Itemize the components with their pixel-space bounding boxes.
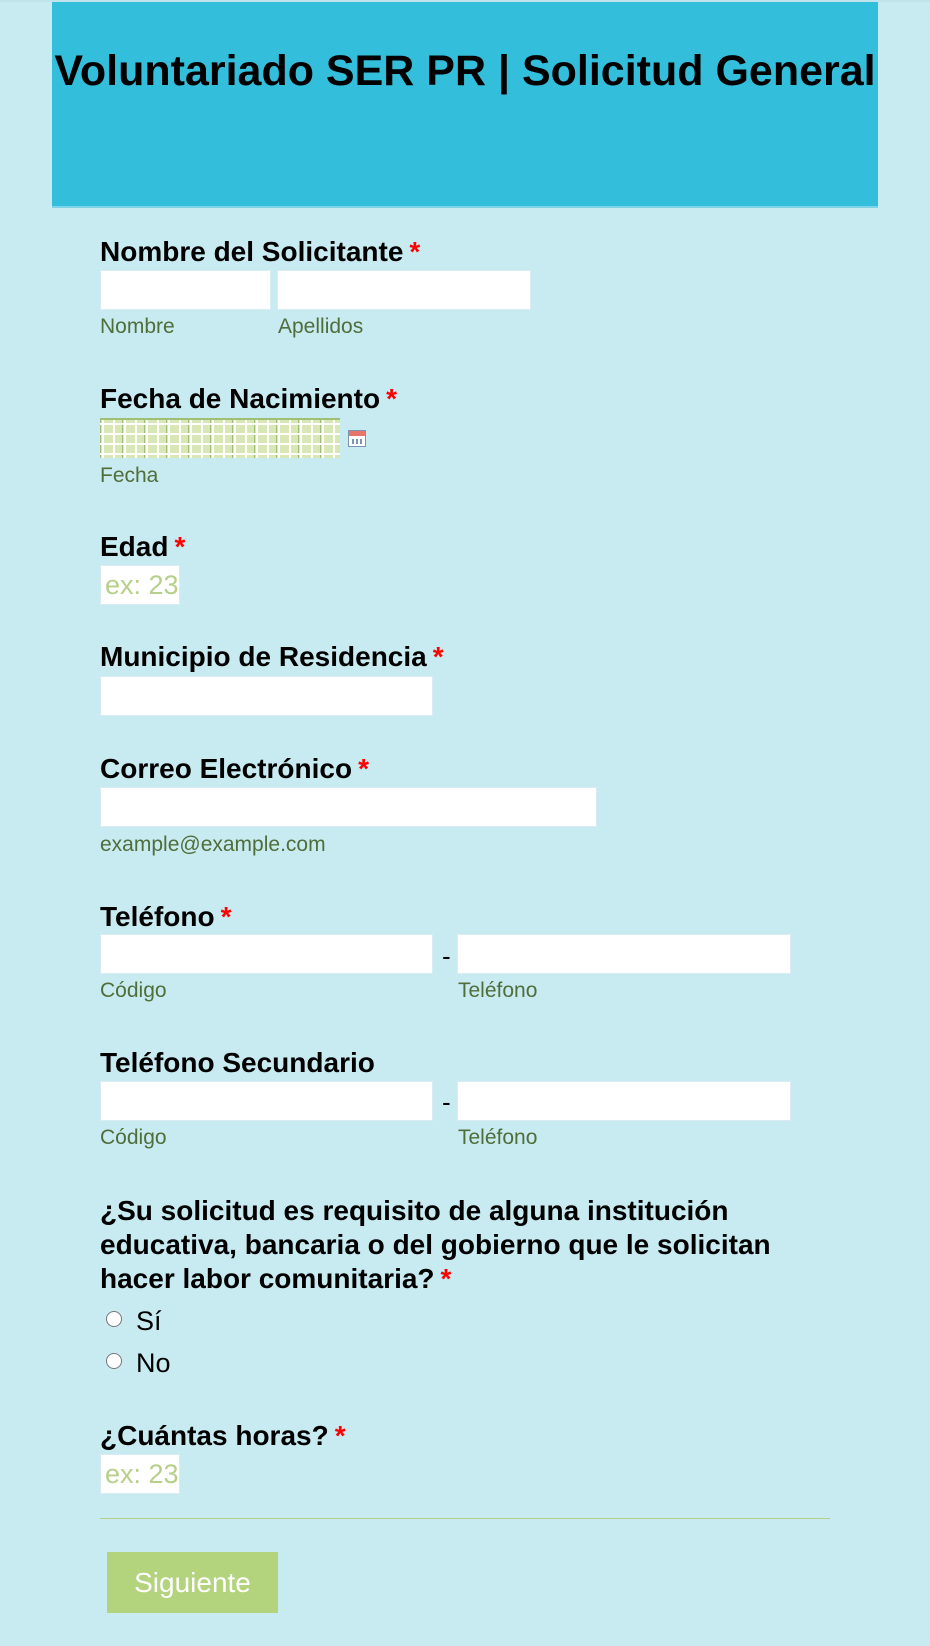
- last-name-input[interactable]: [277, 270, 531, 310]
- next-button[interactable]: Siguiente: [107, 1552, 278, 1613]
- hours-field-label: [100, 1419, 346, 1453]
- radio-option-label[interactable]: No: [136, 1348, 171, 1378]
- age-field-label: [100, 530, 185, 564]
- municipality-field-label: [100, 640, 444, 674]
- municipality-label-text: Municipio de Residencia: [100, 641, 427, 672]
- phone-code-sublabel: Código: [100, 979, 167, 1002]
- municipality-input[interactable]: [100, 676, 433, 716]
- name-field-label: [100, 235, 420, 269]
- form-header: [52, 2, 878, 208]
- secondary-phone-code-input[interactable]: [100, 1081, 433, 1121]
- secondary-phone-label-text: Teléfono Secundario: [100, 1047, 375, 1078]
- age-placeholder: ex: 23: [105, 570, 179, 600]
- birthdate-sublabel: Fecha: [100, 464, 159, 487]
- phone-label-text: Teléfono: [100, 901, 215, 932]
- birthdate-input[interactable]: [100, 418, 340, 458]
- phone-separator: -: [442, 941, 451, 971]
- phone-field-label: [100, 900, 232, 934]
- secondary-phone-number-sublabel: Teléfono: [458, 1126, 538, 1149]
- secondary-phone-code-sublabel: Código: [100, 1126, 167, 1149]
- calendar-icon[interactable]: [348, 430, 366, 447]
- hours-placeholder: ex: 23: [105, 1459, 179, 1489]
- required-asterisk: *: [334, 1420, 346, 1451]
- first-name-sublabel: Nombre: [100, 315, 175, 338]
- form-divider: [100, 1518, 830, 1519]
- radio-option-label[interactable]: Sí: [136, 1306, 162, 1336]
- age-input[interactable]: [100, 565, 180, 605]
- form-title: Voluntariado SER PR | Solicitud General: [54, 47, 876, 95]
- required-asterisk: *: [432, 641, 444, 672]
- email-label-text: Correo Electrónico: [100, 753, 353, 784]
- required-asterisk: *: [220, 901, 232, 932]
- name-label-text: Nombre del Solicitante: [100, 236, 404, 267]
- phone-number-input[interactable]: [457, 934, 791, 974]
- email-sublabel: example@example.com: [100, 833, 326, 856]
- birthdate-field-label: [100, 382, 397, 416]
- hours-input[interactable]: [100, 1454, 180, 1494]
- email-input[interactable]: [100, 787, 597, 827]
- required-asterisk: *: [440, 1263, 452, 1294]
- required-asterisk: *: [358, 753, 369, 784]
- radio-button[interactable]: [106, 1311, 122, 1327]
- hours-label-text: ¿Cuántas horas?: [100, 1420, 329, 1451]
- secondary-phone-field-label: [100, 1046, 375, 1080]
- last-name-sublabel: Apellidos: [278, 315, 364, 338]
- phone-number-sublabel: Teléfono: [458, 979, 538, 1002]
- first-name-input[interactable]: [100, 270, 271, 310]
- email-field-label: [100, 752, 369, 786]
- requirement-label-text: ¿Su solicitud es requisito de alguna institución educativa, bancaria o del gobierno que le solicitan hacer labor comunitaria?: [100, 1195, 771, 1294]
- required-asterisk: *: [174, 531, 186, 562]
- radio-button[interactable]: [106, 1353, 122, 1369]
- phone-code-input[interactable]: [100, 934, 433, 974]
- secondary-phone-separator: -: [442, 1087, 451, 1117]
- age-label-text: Edad: [100, 531, 169, 562]
- requirement-field-label: [100, 1194, 820, 1296]
- secondary-phone-number-input[interactable]: [457, 1081, 791, 1121]
- birthdate-label-text: Fecha de Nacimiento: [100, 383, 381, 414]
- required-asterisk: *: [409, 236, 421, 267]
- required-asterisk: *: [386, 383, 397, 414]
